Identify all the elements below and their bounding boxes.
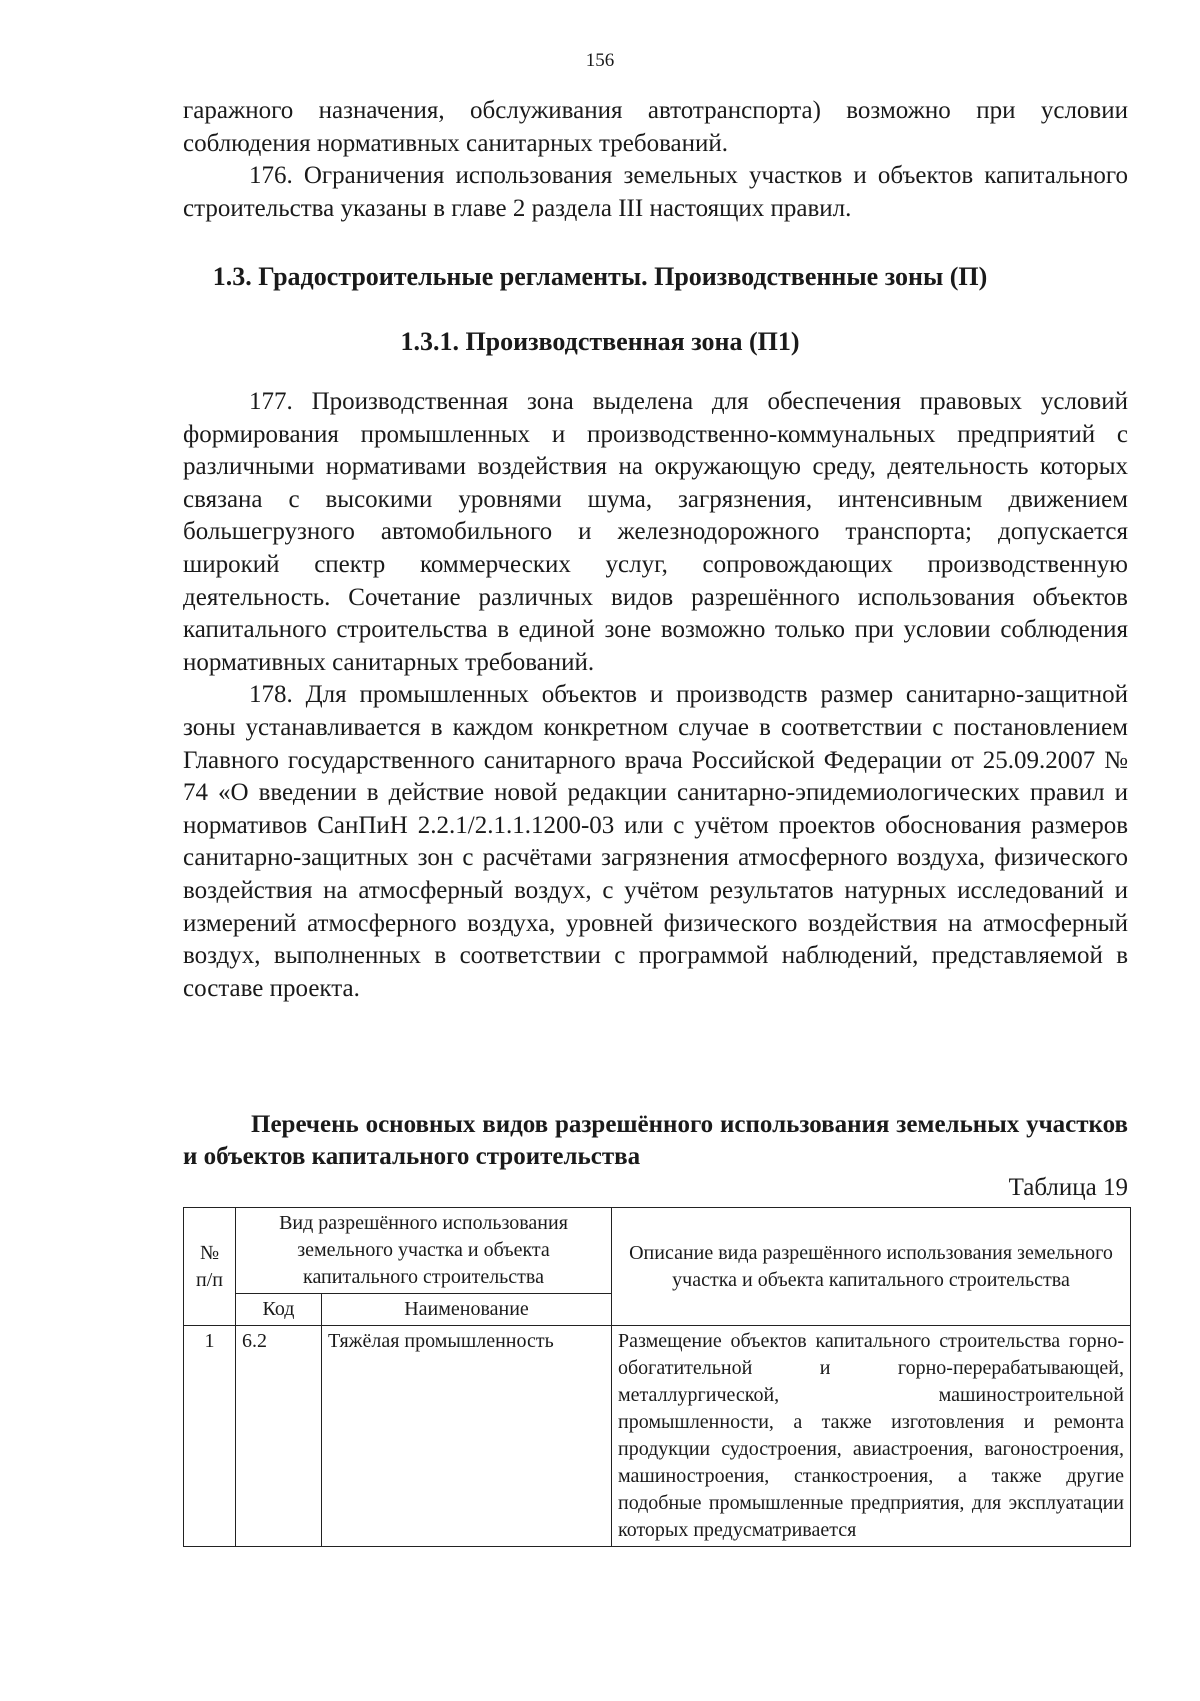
- header-description: Описание вида разрешённого использования земельного участка и объекта капитального строительства: [612, 1208, 1131, 1326]
- cell-code: 6.2: [236, 1326, 322, 1547]
- permitted-use-table: [183, 1207, 1131, 1547]
- table-caption: Таблица 19: [1008, 1174, 1128, 1201]
- subsection-heading: 1.3.1. Производственная зона (П1): [400, 327, 800, 356]
- header-name: Наименование: [322, 1294, 612, 1326]
- cell-num: 1: [184, 1326, 236, 1547]
- paragraph-177: 177. Производственная зона выделена для обеспечения правовых условий формирования промышленных и производственно-коммунальных предприятий с различными нормативами воздействия на окружающую среду, деятельность которых связана с высокими уровнями шума, загрязнения, интенсивным движением большегрузного автомобильного и железнодорожного транспорта; допускается широкий спектр коммерческих услуг, сопровождающих производственную деятельность. Сочетание различных видов разрешённого использования объектов капитального строительства в единой зоне возможно только при условии соблюдения нормативных санитарных требований.: [183, 388, 1128, 676]
- main-text-block: [183, 386, 1128, 1005]
- paragraph-176: 176. Ограничения использования земельных участков и объектов капитального строительства указаны в главе 2 раздела III настоящих правил.: [183, 162, 1128, 222]
- cell-description: Размещение объектов капитального строительства горно-обогатительной и горно-перерабатывающей, металлургической, машиностроительной промышленности, а также изготовления и ремонта продукции судостроения, авиастроения, вагоностроения, машиностроения, станкостроения, а также другие подобные промышленные предприятия, для эксплуатации которых предусматривается: [612, 1326, 1131, 1547]
- table-row: [184, 1326, 1131, 1547]
- page-number: 156: [585, 50, 615, 71]
- table-title: Перечень основных видов разрешённого использования земельных участков и объектов капитального строительства: [183, 1111, 1128, 1170]
- header-num: № п/п: [184, 1208, 236, 1326]
- cell-name: Тяжёлая промышленность: [322, 1326, 612, 1547]
- header-kind-group: Вид разрешённого использования земельного участка и объекта капитального строительства: [236, 1208, 612, 1294]
- paragraph-continuation: гаражного назначения, обслуживания автотранспорта) возможно при условии соблюдения нормативных санитарных требований.: [183, 97, 1128, 157]
- intro-text-block: [183, 95, 1128, 225]
- section-heading: 1.3. Градостроительные регламенты. Производственные зоны (П): [212, 262, 988, 291]
- header-code: Код: [236, 1294, 322, 1326]
- paragraph-178: 178. Для промышленных объектов и производств размер санитарно-защитной зоны устанавливается в каждом конкретном случае в соответствии с постановлением Главного государственного санитарного врача Российской Федерации от 25.09.2007 № 74 «О введении в действие новой редакции санитарно-эпидемиологических правил и нормативов СанПиН 2.2.1/2.1.1.1200-03 или с учётом проектов обоснования размеров санитарно-защитных зон с расчётами загрязнения атмосферного воздуха, физического воздействия на атмосферный воздух, с учётом результатов натурных исследований и измерений атмосферного воздуха, уровней физического воздействия на атмосферный воздух, выполненных в соответствии с программой наблюдений, представляемой в составе проекта.: [183, 681, 1128, 1002]
